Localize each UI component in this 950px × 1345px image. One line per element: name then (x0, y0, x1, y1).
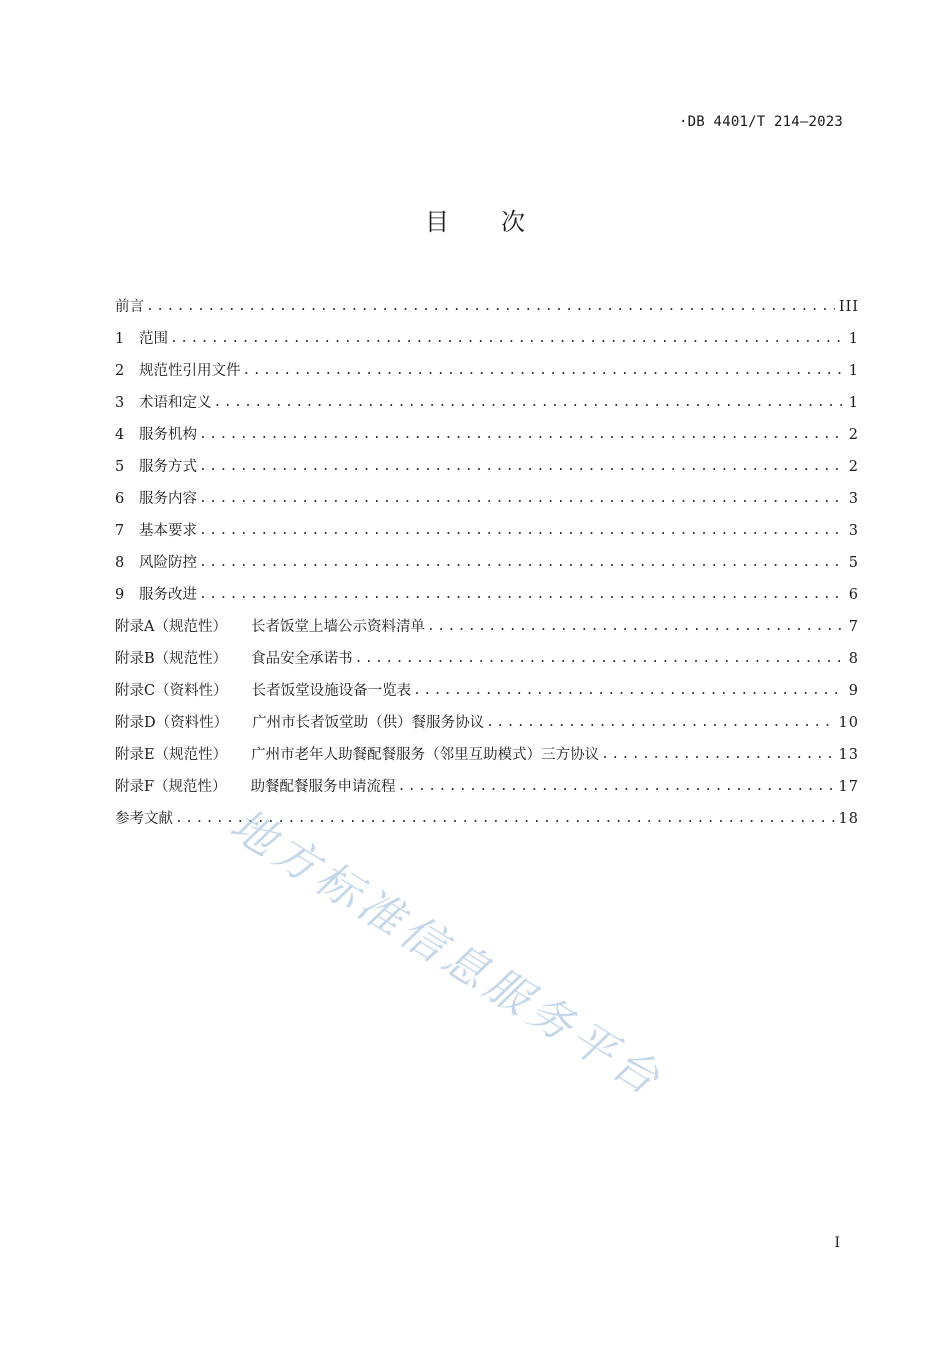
toc-entry-label: 广州市长者饭堂助（供）餐服务协议 (252, 715, 485, 731)
toc-leader-dots (199, 489, 845, 509)
toc-entry-number: 6 (115, 491, 125, 507)
toc-annex-label: 附录B（规范性） (115, 651, 228, 667)
toc-entry-label: 术语和定义 (139, 395, 212, 411)
toc-entry-page: 1 (848, 395, 859, 411)
toc-entry-page: 2 (848, 459, 859, 475)
toc-entry-page: 3 (848, 523, 859, 539)
toc-entry-label: 服务方式 (139, 459, 197, 475)
toc-entry-page: 7 (848, 619, 859, 635)
toc-entry-annex-e[interactable] (115, 733, 859, 765)
toc-leader-dots (199, 425, 845, 445)
toc-entry-label: 广州市老年人助餐配餐服务（邻里互助模式）三方协议 (251, 747, 600, 763)
toc-leader-dots (175, 809, 835, 829)
toc-entry-label: 助餐配餐服务申请流程 (250, 779, 396, 795)
toc-entry-page: 9 (848, 683, 859, 699)
toc-entry-label: 长者饭堂上墙公示资料清单 (250, 619, 425, 635)
watermark: 地方标准信息服务平台 (221, 799, 673, 1108)
toc-entry-label: 风险防控 (139, 555, 197, 571)
toc-entry-annex-b[interactable] (115, 637, 859, 669)
toc-entry-number: 1 (115, 331, 125, 347)
toc-entry-label: 食品安全承诺书 (251, 651, 353, 667)
toc-list (115, 285, 859, 829)
toc-leader-dots (199, 457, 845, 477)
toc-entry-1[interactable] (115, 317, 859, 349)
toc-entry-7[interactable] (115, 509, 859, 541)
toc-leader-dots (413, 681, 845, 701)
toc-annex-label: 附录F（规范性） (115, 779, 227, 795)
toc-annex-label: 附录A（规范性） (115, 619, 227, 635)
toc-entry-6[interactable] (115, 477, 859, 509)
toc-entry-page: 6 (848, 587, 859, 603)
toc-leader-dots (355, 649, 845, 669)
toc-entry-page: 2 (848, 427, 859, 443)
toc-entry-annex-c[interactable] (115, 669, 859, 701)
toc-entry-number: 3 (115, 395, 125, 411)
toc-leader-dots (199, 585, 845, 605)
toc-entry-annex-a[interactable] (115, 605, 859, 637)
toc-entry-label: 服务改进 (139, 587, 197, 603)
page-number: I (834, 1235, 840, 1251)
toc-entry-annex-d[interactable] (115, 701, 859, 733)
toc-entry-page: 1 (848, 331, 859, 347)
toc-entry-label: 规范性引用文件 (139, 363, 241, 379)
toc-entry-page: III (838, 299, 859, 315)
toc-entry-page: 17 (838, 779, 859, 795)
toc-entry-5[interactable] (115, 445, 859, 477)
toc-leader-dots (146, 297, 835, 317)
toc-annex-label: 附录C（资料性） (115, 683, 228, 699)
toc-entry-page: 3 (848, 491, 859, 507)
toc-title-char-2: 次 (501, 208, 525, 236)
toc-entry-3[interactable] (115, 381, 859, 413)
toc-leader-dots (486, 713, 834, 733)
standard-code: ·DB 4401/T 214—2023 (679, 114, 843, 130)
toc-leader-dots (601, 745, 834, 765)
toc-entry-number: 9 (115, 587, 125, 603)
toc-entry-label: 长者饭堂设施设备一览表 (251, 683, 412, 699)
toc-entry-number: 2 (115, 363, 125, 379)
toc-leader-dots (199, 553, 845, 573)
toc-entry-4[interactable] (115, 413, 859, 445)
toc-entry-page: 13 (838, 747, 859, 763)
toc-entry-label: 前言 (115, 299, 144, 315)
toc-entry-number: 4 (115, 427, 125, 443)
toc-entry-label: 服务内容 (139, 491, 197, 507)
toc-leader-dots (243, 361, 845, 381)
toc-entry-page: 18 (838, 811, 859, 827)
toc-annex-label: 附录E（规范性） (115, 747, 228, 763)
toc-leader-dots (170, 329, 845, 349)
toc-entry-annex-f[interactable] (115, 765, 859, 797)
toc-leader-dots (398, 777, 835, 797)
toc-entry-label: 基本要求 (139, 523, 197, 539)
toc-leader-dots (427, 617, 845, 637)
toc-entry-label: 服务机构 (139, 427, 197, 443)
toc-entry-page: 8 (848, 651, 859, 667)
toc-entry-2[interactable] (115, 349, 859, 381)
toc-annex-label: 附录D（资料性） (115, 715, 229, 731)
toc-entry-label: 范围 (139, 331, 168, 347)
toc-entry-8[interactable] (115, 541, 859, 573)
toc-entry-label: 参考文献 (115, 811, 173, 827)
toc-title (0, 202, 950, 237)
toc-title-char-1: 目 (425, 208, 449, 236)
toc-entry-number: 8 (115, 555, 125, 571)
toc-entry-number: 7 (115, 523, 125, 539)
toc-entry-bibliography[interactable] (115, 797, 859, 829)
toc-leader-dots (214, 393, 845, 413)
toc-entry-page: 10 (838, 715, 859, 731)
toc-leader-dots (199, 521, 845, 541)
toc-entry-page: 1 (848, 363, 859, 379)
toc-entry-page: 5 (848, 555, 859, 571)
toc-entry-foreword[interactable] (115, 285, 859, 317)
toc-entry-number: 5 (115, 459, 125, 475)
toc-entry-9[interactable] (115, 573, 859, 605)
